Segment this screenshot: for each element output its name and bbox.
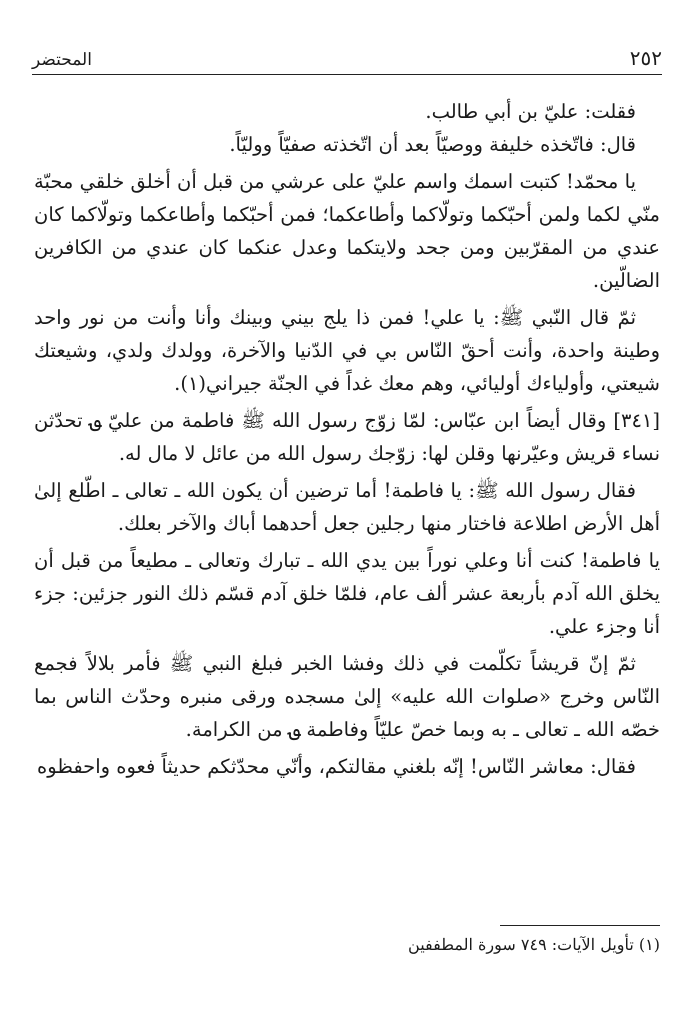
paragraph: ثمّ قال النّبي ﷺ: يا علي! فمن ذا يلج بيني وبينك وأنا وأنت من نور واحد وطينة واحدة، وأنت أحقّ النّاس بي في الدّنيا والآخرة، وولدك ولدي، وشيعتك شيعتي، وأولياءك أوليائي، وهم معك غداً في الجنّة جيراني(١). [34,306,660,395]
paragraph: فقال: معاشر النّاس! إنّه بلغني مقالتكم، وأنّي محدّثكم حديثاً فعوه واحفظوه [37,755,636,778]
paragraph: ثمّ إنّ قريشاً تكلّمت في ذلك وفشا الخبر فبلغ النبي ﷺ فأمر بلالاً فجمع النّاس وخرج «صلوات الله عليه» إلىٰ مسجده ورقى منبره وحدّث الناس بما خصّه الله ـ تعالى ـ به وبما خصّ عليّاً وفاطمة ؈ من الكرامة. [34,652,660,741]
paragraph: فقلت: عليّ بن أبي طالب. [425,100,636,123]
paragraph: يا محمّد! كتبت اسمك واسم عليّ على عرشي من قبل أن أخلق خلقي محبّة منّي لكما ولمن أحبّكما وتولّاكما وأطاعكما؛ فمن أحبّكما وأطاعكما وتولّاكما كان عندي من المقرّبين ومن جحد ولايتكما وعدل عنكما كان عندي من الكافرين الضالّين. [34,170,660,292]
paragraph: فقال رسول الله ﷺ: يا فاطمة! أما ترضين أن يكون الله ـ تعالى ـ اطّلع إلىٰ أهل الأرض اطلاعة فاختار منها رجلين جعل أحدهما أباك والآخر بعلك. [34,479,660,535]
page-header [32,38,662,70]
paragraph: [٣٤١] وقال أيضاً ابن عبّاس: لمّا زوّج رسول الله ﷺ فاطمة من عليّ ؈ تحدّثن نساء قريش وعيّرنها وقلن لها: زوّجك رسول الله من عائل لا مال له. [34,409,660,465]
running-title: المحتضر [32,50,92,70]
footnote-rule [500,925,660,926]
body-text [34,95,660,783]
page-number: ٢٥٢ [629,46,662,70]
header-rule [32,74,662,75]
paragraph: قال: فاتّخذه خليفة ووصيّاً بعد أن اتّخذته صفيّاً ووليّاً. [229,133,636,156]
footnote: (١) تأويل الآيات: ٧٤٩ سورة المطففين [408,935,660,954]
paragraph: يا فاطمة! كنت أنا وعلي نوراً بين يدي الله ـ تبارك وتعالى ـ مطيعاً من قبل أن يخلق الله آدم بأربعة عشر ألف عام، فلمّا خلق آدم قسّم ذلك النور جزئين: جزء أنا وجزء علي. [34,549,660,638]
